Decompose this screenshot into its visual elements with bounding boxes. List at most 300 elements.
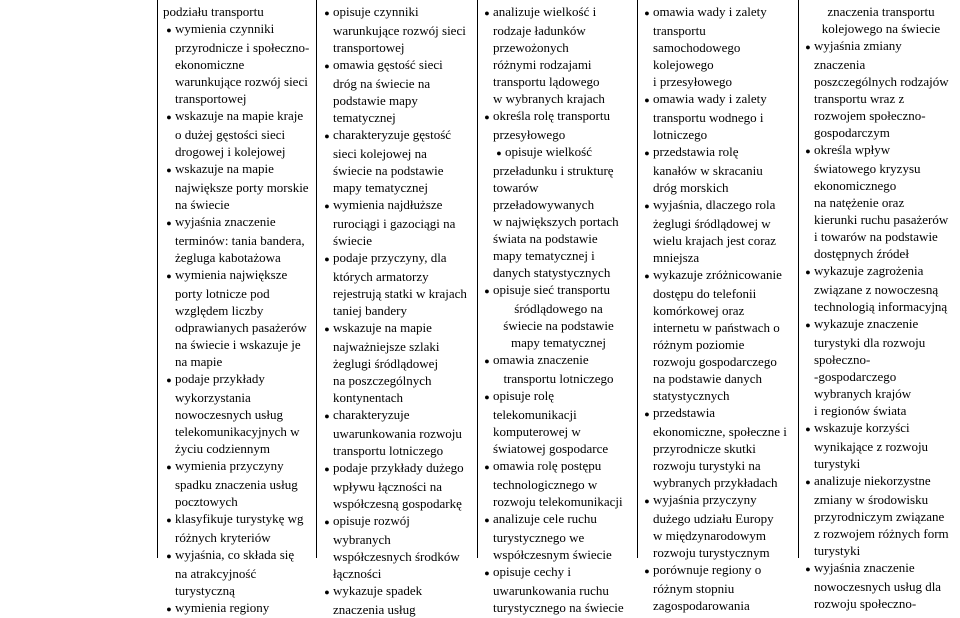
item-line (641, 597, 797, 614)
item-line (802, 455, 960, 472)
bullet-icon: ● (166, 375, 172, 385)
item-line (481, 179, 636, 196)
bullet-icon: ● (805, 424, 811, 434)
line-text: transportu lądowego (493, 74, 600, 89)
bullet-icon: ● (484, 568, 490, 578)
item-line (802, 160, 960, 177)
line-text: wykazuje zróżnicowanie (653, 267, 782, 282)
bullet-item (802, 262, 960, 281)
line-text: przewożonych (493, 40, 569, 55)
line-text: samochodowego (653, 40, 741, 55)
item-line (481, 599, 636, 616)
item-line (481, 213, 636, 230)
line-text: dostępu do telefonii (653, 286, 757, 301)
bullet-icon: ● (644, 8, 650, 18)
item-line (481, 196, 636, 213)
line-text: wybranych przykładach (653, 475, 778, 490)
bullet-item (802, 315, 960, 334)
bullet-item (641, 3, 797, 22)
bullet-icon: ● (805, 42, 811, 52)
item-line (802, 351, 960, 368)
item-line (163, 196, 315, 213)
line-text: wybranych krajów (814, 386, 912, 401)
item-line (321, 179, 476, 196)
line-text: komórkowej oraz (653, 303, 745, 318)
item-line (641, 162, 797, 179)
line-text: towarów (493, 180, 539, 195)
bullet-icon: ● (166, 604, 172, 614)
bullet-item (641, 143, 797, 162)
item-line (481, 546, 636, 563)
item-line (163, 529, 315, 546)
line-text: wymienia regiony (175, 600, 270, 615)
line-text: omawia wady i zalety (653, 91, 767, 106)
line-text: turystyki (814, 543, 861, 558)
line-text: przeładunku i strukturę (493, 163, 614, 178)
bullet-icon: ● (644, 95, 650, 105)
item-line (641, 474, 797, 491)
line-text: wyjaśnia, co składa się (175, 547, 295, 562)
line-text: komputerowej w (493, 424, 581, 439)
line-text: internetu w państwach o (653, 320, 780, 335)
bullet-item (321, 319, 476, 338)
line-text: mapy tematycznej (333, 180, 428, 195)
line-text: opisuje sieć transportu (493, 282, 610, 297)
line-text: technologią informacyjną (814, 299, 948, 314)
line-text: wymienia najdłuższe (333, 197, 443, 212)
item-line (641, 457, 797, 474)
line-text: turystycznego we (493, 530, 585, 545)
item-line (163, 353, 315, 370)
line-text: wyjaśnia zmiany (814, 38, 902, 53)
line-text: technologicznego w (493, 477, 598, 492)
line-text: sieci kolejowej na (333, 146, 427, 161)
line-text: wyjaśnia znaczenie (814, 560, 915, 575)
line-text: transportu lotniczego (333, 443, 444, 458)
bullet-item (641, 90, 797, 109)
line-text: rejestrują statki w krajach (333, 286, 467, 301)
line-text: znaczenia transportu (827, 4, 935, 19)
item-line (481, 529, 636, 546)
line-text: przyrodniczym związane (814, 509, 945, 524)
line-text: statystycznych (653, 388, 730, 403)
line-text: mapy tematycznej i (493, 248, 595, 263)
bullet-icon: ● (166, 271, 172, 281)
item-line (321, 601, 476, 618)
table-border (316, 0, 317, 558)
bullet-icon: ● (324, 201, 330, 211)
line-text: kolejowego (653, 57, 714, 72)
line-text: turystyczną (175, 583, 235, 598)
line-text: wykazuje zagrożenia (814, 263, 924, 278)
line-text: charakteryzuje (333, 407, 410, 422)
bullet-icon: ● (805, 564, 811, 574)
item-line (163, 179, 315, 196)
line-text: na mapie (175, 354, 223, 369)
line-text: rozwoju turystycznym (653, 545, 770, 560)
item-line (163, 143, 315, 160)
item-line (321, 92, 476, 109)
item-line (481, 22, 636, 39)
bullet-icon: ● (166, 551, 172, 561)
line-text: podziału transportu (163, 4, 264, 19)
item-line (802, 368, 960, 385)
line-text: transportu lotniczego (503, 371, 614, 386)
bullet-icon: ● (644, 148, 650, 158)
bullet-item (321, 56, 476, 75)
item-line (481, 493, 636, 510)
line-text: wyjaśnia przyczyny (653, 492, 757, 507)
item-line (802, 542, 960, 559)
line-text: określa rolę transportu (493, 108, 610, 123)
column-5 (802, 0, 960, 611)
line-text: transportu (653, 23, 706, 38)
item-line (802, 20, 960, 37)
item-line (641, 319, 797, 336)
line-text: w międzynarodowym (653, 528, 767, 543)
line-text: transportu wodnego i (653, 110, 764, 125)
line-text: podstawie mapy (333, 93, 418, 108)
line-text: porównuje regiony o (653, 562, 762, 577)
line-text: opisuje czynniki (333, 4, 419, 19)
line-text: na natężenie oraz (814, 195, 905, 210)
bullet-icon: ● (484, 286, 490, 296)
line-text: znaczenia usług (333, 602, 416, 617)
line-text: terminów: tania bandera, (175, 233, 305, 248)
item-line (481, 334, 636, 351)
column-2 (321, 0, 476, 617)
line-text: przedstawia (653, 405, 716, 420)
bullet-icon: ● (166, 462, 172, 472)
item-line (321, 285, 476, 302)
bullet-item (802, 419, 960, 438)
item-line (802, 525, 960, 542)
item-line (802, 56, 960, 73)
line-text: analizuje niekorzystne (814, 473, 931, 488)
bullet-icon: ● (324, 8, 330, 18)
line-text: wymienia przyczyny (175, 458, 284, 473)
item-line (481, 264, 636, 281)
line-text: znaczenia (814, 57, 866, 72)
item-line (802, 281, 960, 298)
item-line (641, 527, 797, 544)
line-text: przyrodnicze i społeczno- (175, 40, 310, 55)
item-line (481, 476, 636, 493)
item-line (802, 177, 960, 194)
bullet-item (481, 563, 636, 582)
bullet-item (802, 141, 960, 160)
line-text: z rozwojem różnych form (814, 526, 949, 541)
item-line (802, 194, 960, 211)
line-text: rurociągi i gazociągi na (333, 216, 456, 231)
item-line (321, 389, 476, 406)
bullet-icon: ● (484, 356, 490, 366)
table-border (637, 0, 638, 558)
item-line (641, 336, 797, 353)
line-text: wynikające z rozwoju (814, 439, 929, 454)
item-line (481, 73, 636, 90)
line-text: łączności (333, 566, 382, 581)
line-text: taniej bandery (333, 303, 407, 318)
line-text: ekonomicznego (814, 178, 897, 193)
item-line (641, 179, 797, 196)
item-line (163, 232, 315, 249)
line-text: na świecie (175, 197, 230, 212)
item-line (481, 300, 636, 317)
line-text: podaje przyczyny, dla (333, 250, 447, 265)
bullet-icon: ● (484, 462, 490, 472)
bullet-icon: ● (324, 131, 330, 141)
line-text: turystyki dla rozwoju (814, 335, 926, 350)
bullet-icon: ● (166, 25, 172, 35)
line-text: gospodarczym (814, 125, 890, 140)
table-border (157, 0, 158, 558)
line-text: wymienia największe (175, 267, 288, 282)
line-text: wskazuje na mapie kraje (175, 108, 304, 123)
line-text: mapy tematycznej (511, 335, 606, 350)
line-text: nowoczesnych usług (175, 407, 283, 422)
line-text: wskazuje korzyści (814, 420, 910, 435)
bullet-icon: ● (805, 320, 811, 330)
item-line (802, 334, 960, 351)
item-line (802, 298, 960, 315)
item-line (481, 370, 636, 387)
line-text: mniejsza (653, 250, 700, 265)
line-text: wyjaśnia znaczenie (175, 214, 276, 229)
line-text: spadku znaczenia usług (175, 477, 298, 492)
line-text: zagospodarowania (653, 598, 750, 613)
line-text: turystycznego na świecie (493, 600, 624, 615)
line-text: dróg na świecie na (333, 76, 431, 91)
bullet-item (802, 472, 960, 491)
line-text: wykazuje spadek (333, 583, 423, 598)
line-text: współczesną gospodarkę (333, 496, 462, 511)
column-4 (641, 0, 797, 613)
item-line (641, 387, 797, 404)
line-text: światowej gospodarce (493, 441, 609, 456)
line-text: świecie (333, 233, 372, 248)
line-text: wielu krajach jest coraz (653, 233, 777, 248)
line-text: dużego udziału Europy (653, 511, 774, 526)
line-text: warunkujące rozwój sieci (333, 23, 466, 38)
line-text: określa wpływ (814, 142, 891, 157)
item-line (641, 39, 797, 56)
item-line (481, 440, 636, 457)
item-line (321, 425, 476, 442)
line-text: kontynentach (333, 390, 404, 405)
item-line (321, 478, 476, 495)
item-line (163, 406, 315, 423)
line-text: zmiany w środowisku (814, 492, 929, 507)
bullet-icon: ● (324, 517, 330, 527)
line-text: względem liczby (175, 303, 264, 318)
item-line (163, 56, 315, 73)
line-text: wykazuje znaczenie (814, 316, 919, 331)
item-line (321, 162, 476, 179)
bullet-icon: ● (644, 201, 650, 211)
item-line (163, 249, 315, 266)
bullet-item (641, 404, 797, 423)
line-text: telekomunikacyjnych w (175, 424, 300, 439)
line-text: i przesyłowego (653, 74, 733, 89)
line-text: w największych portach (493, 214, 619, 229)
bullet-item (481, 143, 636, 162)
line-text: rozwoju społeczno- (814, 596, 917, 611)
line-text: najważniejsze szlaki (333, 339, 440, 354)
bullet-icon: ● (644, 271, 650, 281)
item-line (641, 285, 797, 302)
item-line (641, 22, 797, 39)
column-3 (481, 0, 636, 615)
line-text: opisuje rozwój (333, 513, 410, 528)
item-line (802, 578, 960, 595)
bullet-item (321, 582, 476, 601)
bullet-icon: ● (644, 566, 650, 576)
item-line (802, 245, 960, 262)
item-line (321, 338, 476, 355)
line-text: żegluga kabotażowa (175, 250, 281, 265)
bullet-icon: ● (644, 409, 650, 419)
bullet-item (802, 37, 960, 56)
line-text: klasyfikuje turystykę wg (175, 511, 304, 526)
line-text: opisuje rolę (493, 388, 555, 403)
item-line (802, 124, 960, 141)
item-line (802, 3, 960, 20)
bullet-icon: ● (166, 112, 172, 122)
line-text: przeładowywanych (493, 197, 595, 212)
item-line (321, 75, 476, 92)
bullet-item (321, 249, 476, 268)
item-line (321, 548, 476, 565)
item-line (321, 302, 476, 319)
bullet-item (641, 196, 797, 215)
line-text: lotniczego (653, 127, 708, 142)
bullet-icon: ● (324, 587, 330, 597)
item-line (481, 582, 636, 599)
item-line (163, 493, 315, 510)
item-line (163, 39, 315, 56)
item-line (321, 355, 476, 372)
bullet-item (321, 3, 476, 22)
line-text: wyjaśnia, dlaczego rola (653, 197, 776, 212)
item-line (641, 215, 797, 232)
item-line (481, 406, 636, 423)
bullet-icon: ● (166, 165, 172, 175)
bullet-icon: ● (484, 112, 490, 122)
line-text: śródlądowego na (514, 301, 603, 316)
item-line (163, 423, 315, 440)
bullet-icon: ● (496, 148, 502, 158)
item-line (481, 90, 636, 107)
line-text: uwarunkowania rozwoju (333, 426, 462, 441)
item-line (481, 247, 636, 264)
line-text: dróg morskich (653, 180, 729, 195)
bullet-item (641, 491, 797, 510)
line-text: transportowej (175, 91, 247, 106)
item-line (163, 319, 315, 336)
line-text: przedstawia rolę (653, 144, 739, 159)
item-line (802, 508, 960, 525)
item-line (321, 495, 476, 512)
bullet-item (481, 107, 636, 126)
line-text: analizuje wielkość i (493, 4, 597, 19)
bullet-item (163, 510, 315, 529)
line-text: analizuje cele ruchu (493, 511, 597, 526)
line-text: ekonomiczne (175, 57, 245, 72)
table-border (798, 0, 799, 558)
line-text: wykorzystania (175, 390, 251, 405)
bullet-item (321, 459, 476, 478)
bullet-item (481, 457, 636, 476)
line-text: na podstawie danych (653, 371, 763, 386)
line-text: telekomunikacji (493, 407, 577, 422)
item-line (321, 109, 476, 126)
item-line (481, 317, 636, 334)
line-text: różnym poziomie (653, 337, 745, 352)
bullet-icon: ● (484, 8, 490, 18)
item-line (641, 370, 797, 387)
line-text: współczesnym świecie (493, 547, 612, 562)
bullet-item (163, 370, 315, 389)
item-line (641, 56, 797, 73)
bullet-item (163, 266, 315, 285)
bullet-icon: ● (166, 515, 172, 525)
item-line (802, 73, 960, 90)
line-text: światowego kryzysu (814, 161, 921, 176)
line-text: wymienia czynniki (175, 21, 275, 36)
item-line (163, 126, 315, 143)
line-text: związane z nowoczesną (814, 282, 939, 297)
item-line (321, 442, 476, 459)
line-text: odprawianych pasażerów (175, 320, 307, 335)
item-line (802, 385, 960, 402)
line-text: transportu wraz z (814, 91, 905, 106)
bullet-icon: ● (484, 515, 490, 525)
bullet-item (321, 406, 476, 425)
bullet-item (321, 512, 476, 531)
item-line (163, 336, 315, 353)
line-text: życiu codziennym (175, 441, 270, 456)
line-text: wybranych (333, 532, 391, 547)
item-line (321, 531, 476, 548)
bullet-icon: ● (324, 254, 330, 264)
bullet-item (481, 281, 636, 300)
item-line (163, 476, 315, 493)
item-line (163, 285, 315, 302)
column-1 (163, 0, 315, 615)
item-line (802, 491, 960, 508)
item-line (481, 423, 636, 440)
bullet-item (163, 599, 315, 618)
line-text: rozwoju gospodarczego (653, 354, 777, 369)
line-text: wskazuje na mapie (333, 320, 432, 335)
bullet-item (163, 546, 315, 565)
item-line (163, 565, 315, 582)
line-text: poszczególnych rodzajów (814, 74, 949, 89)
item-line (641, 440, 797, 457)
item-line (641, 249, 797, 266)
line-text: współczesnych środków (333, 549, 460, 564)
line-text: rodzaje ładunków (493, 23, 586, 38)
item-line (481, 39, 636, 56)
line-text: których armatorzy (333, 269, 429, 284)
bullet-item (163, 107, 315, 126)
item-line (641, 302, 797, 319)
line-text: w wybranych krajach (493, 91, 605, 106)
line-text: o dużej gęstości sieci (175, 127, 286, 142)
line-text: przesyłowego (493, 127, 566, 142)
bullet-icon: ● (324, 464, 330, 474)
